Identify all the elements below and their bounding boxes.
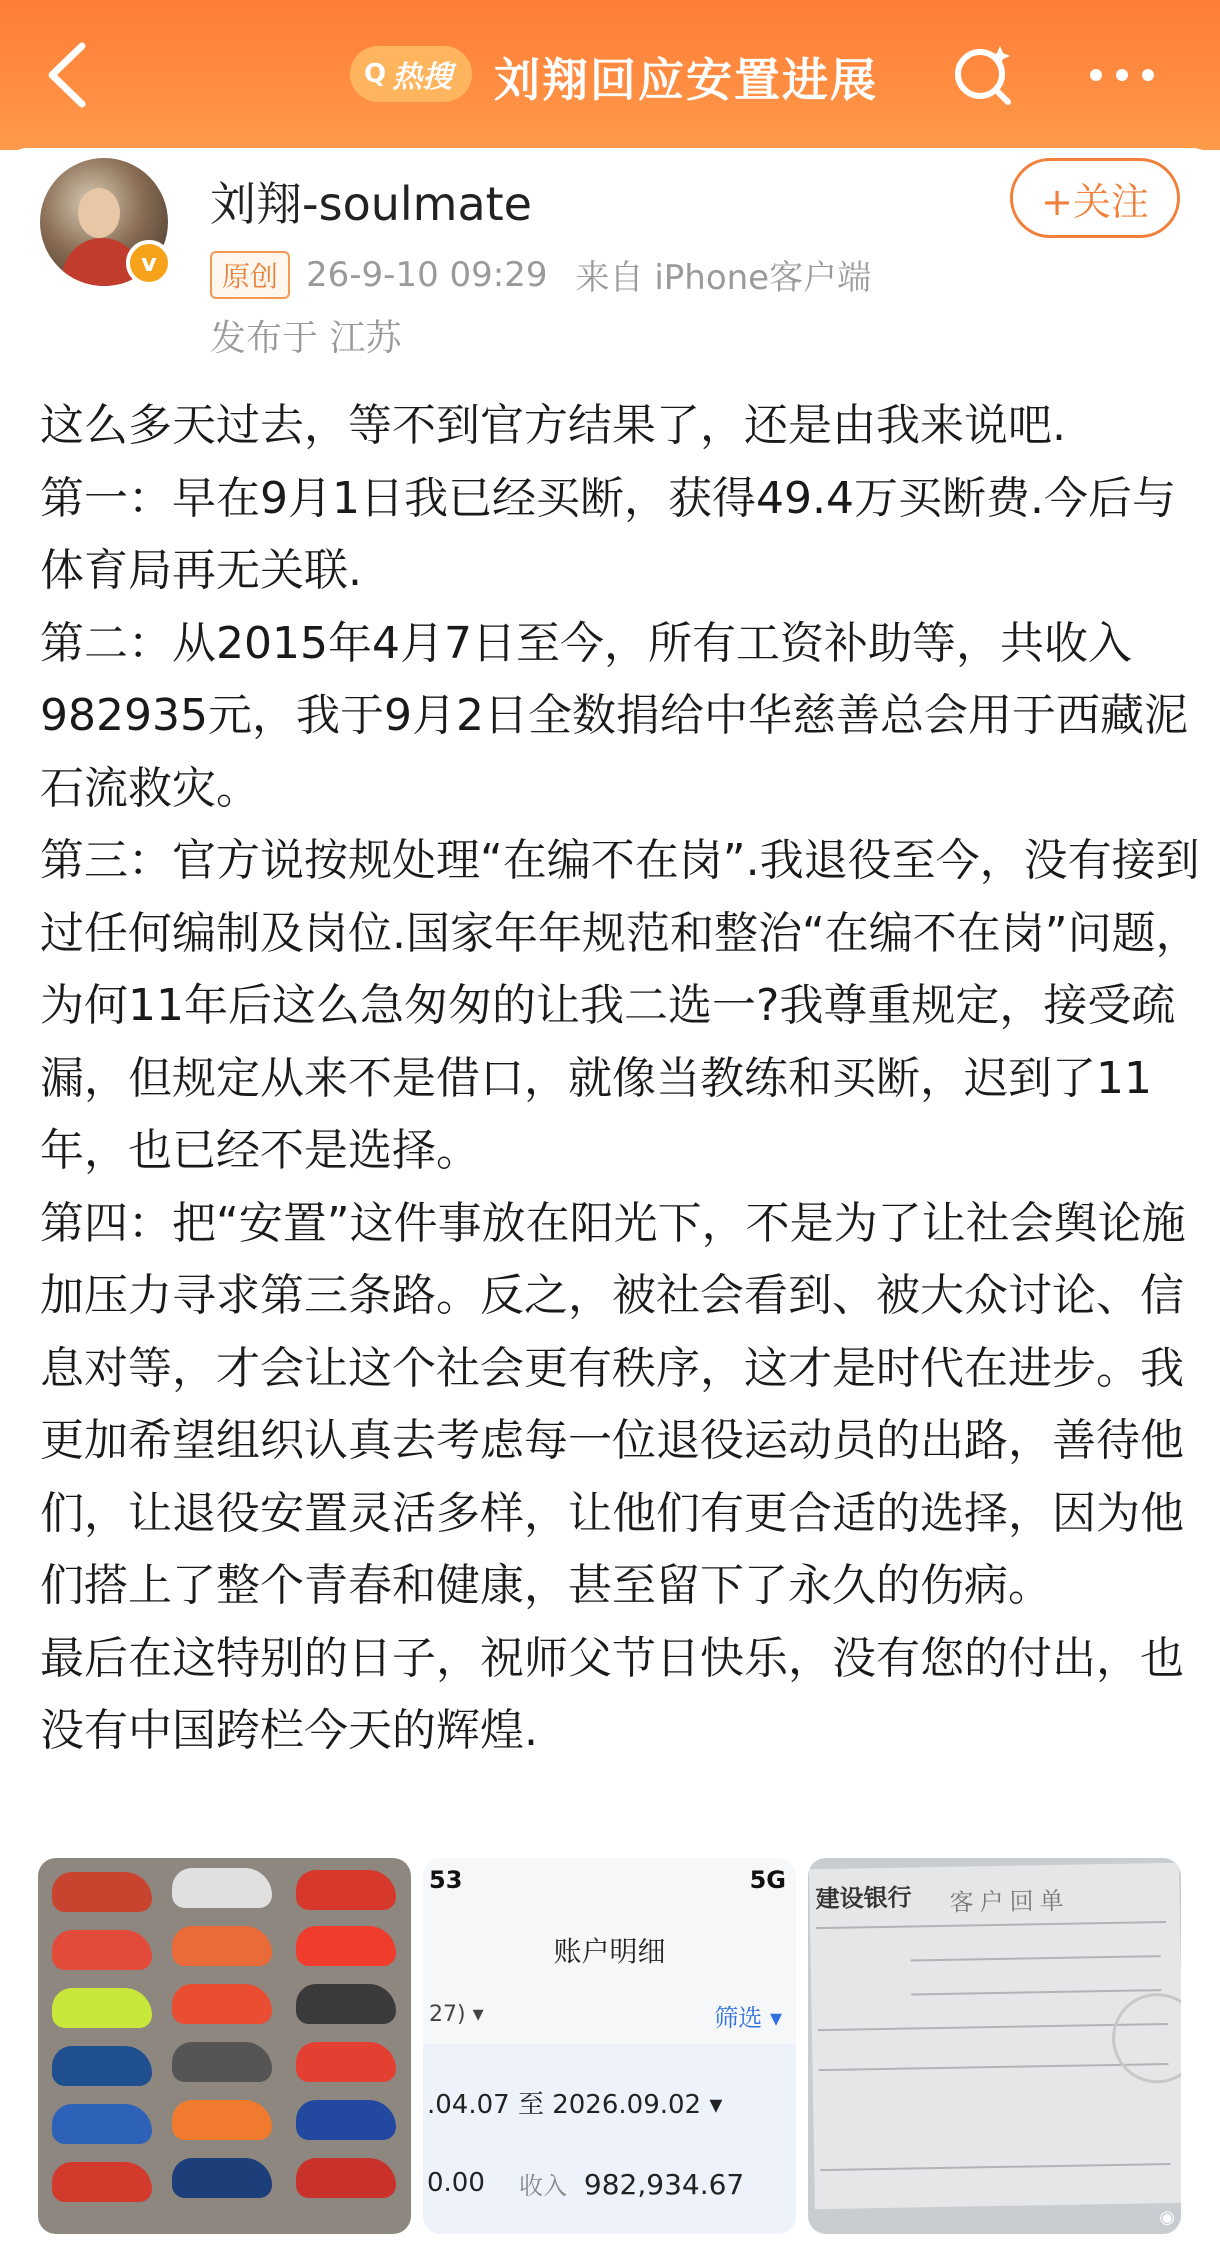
receipt-paper <box>809 1863 1181 2209</box>
username[interactable]: 刘翔-soulmate <box>210 177 532 231</box>
statement-panel <box>423 2044 796 2234</box>
statement-title: 账户明细 <box>553 1935 666 1968</box>
receipt-rule <box>816 1921 1166 1929</box>
statement-date-range: .04.07 至 2026.09.02 ▾ <box>427 2090 723 2120</box>
post-paragraph: 第四：把“安置”这件事放在阳光下，不是为了让社会舆论施加压力寻求第三条路。反之，被社会看到、被大众讨论、信息对等，才会让这个社会更有秩序，这才是时代在进步。我更加希望组织认真去考虑每一位退役运动员的出路，善待他们，让退役安置灵活多样，让他们有更合适的选择，因为他们搭上了整个青春和健康，甚至留下了永久的伤病。 <box>40 1197 1186 1611</box>
receipt-header: 客户回单 <box>949 1886 1070 1917</box>
shoe-shape <box>172 2158 272 2198</box>
shoe-shape <box>52 1988 152 2028</box>
back-button[interactable] <box>38 38 98 112</box>
statement-signal: 5G <box>749 1866 786 1894</box>
statement-income-label: 收入 <box>519 2172 567 2200</box>
statement-filter: 筛选 ▾ <box>714 2004 782 2032</box>
post-source: 来自 iPhone客户端 <box>575 258 872 298</box>
receipt-stamp <box>1111 1992 1181 2084</box>
shoe-shape <box>172 2100 272 2140</box>
shoe-shape <box>172 1984 272 2024</box>
hot-badge-label: 热搜 <box>392 60 453 95</box>
receipt-rule <box>820 2163 1170 2171</box>
statement-income <box>519 2166 744 2201</box>
more-dot-icon <box>1116 69 1128 81</box>
receipt-bank-name: 建设银行 <box>815 1883 912 1914</box>
post-paragraph: 第一：早在9月1日我已经买断，获得49.4万买断费.今后与体育局再无关联. <box>40 472 1176 596</box>
shoe-shape <box>52 2162 152 2202</box>
weibo-watermark-icon: ◉ <box>1159 2207 1175 2228</box>
search-small-icon: Q <box>364 59 387 89</box>
statement-left-amount: 0.00 <box>427 2168 485 2198</box>
shoe-shape <box>52 1930 152 1970</box>
shoe-shape <box>172 1868 272 1908</box>
statement-time: 53 <box>429 1866 463 1894</box>
hot-search-badge[interactable] <box>350 46 472 102</box>
post-paragraph: 第三：官方说按规处理“在编不在岗”.我退役至今，没有接到过任何编制及岗位.国家年年规范和整治“在编不在岗”问题，为何11年后这么急匆匆的让我二选一?我尊重规定，接受疏漏，但规定从来不是借口，就像当教练和买断，迟到了11年，也已经不是选择。 <box>40 835 1200 1176</box>
post-paragraph: 最后在这特别的日子，祝师父节日快乐，没有您的付出，也没有中国跨栏今天的辉煌. <box>40 1632 1184 1756</box>
more-dot-icon <box>1142 69 1154 81</box>
more-dot-icon <box>1090 69 1102 81</box>
search-button[interactable] <box>948 40 1018 110</box>
shoe-shape <box>296 2042 396 2082</box>
shoe-shape <box>296 1984 396 2024</box>
post-body <box>40 390 1200 1768</box>
image-thumbnail-shoes[interactable] <box>38 1858 411 2234</box>
shoe-shape <box>52 1872 152 1912</box>
shoe-shape <box>52 2046 152 2086</box>
shoe-shape <box>296 1926 396 1966</box>
shoe-shape <box>296 2100 396 2140</box>
statement-income-value: 982,934.67 <box>583 2168 745 2201</box>
image-thumbnail-statement[interactable] <box>423 1858 796 2234</box>
original-tag: 原创 <box>210 251 290 299</box>
shoe-shape <box>172 1926 272 1966</box>
post-paragraph: 这么多天过去，等不到官方结果了，还是由我来说吧. <box>40 400 1066 451</box>
post-meta <box>210 250 871 299</box>
search-icon <box>948 40 1018 110</box>
avatar-face <box>78 188 120 238</box>
follow-button[interactable]: +关注 <box>1010 158 1180 238</box>
statement-filter-left: 27) ▾ <box>429 2002 484 2027</box>
image-gallery <box>38 1858 1182 2234</box>
verified-badge-icon: v <box>126 240 172 286</box>
image-thumbnail-receipt[interactable] <box>808 1858 1181 2234</box>
receipt-rule <box>911 1955 1161 1961</box>
back-arrow-icon <box>38 38 98 112</box>
top-bar <box>0 0 1220 150</box>
shoe-shape <box>296 2158 396 2198</box>
more-options-button[interactable] <box>1090 60 1170 90</box>
shoe-shape <box>52 2104 152 2144</box>
post-timestamp: 26-9-10 09:29 <box>306 254 548 295</box>
shoe-shape <box>172 2042 272 2082</box>
post-paragraph: 第二：从2015年4月7日至今，所有工资补助等，共收入982935元，我于9月2日全数捐给中华慈善总会用于西藏泥石流救灾。 <box>40 617 1188 814</box>
receipt-rule <box>911 1989 1161 1995</box>
post-location: 发布于 江苏 <box>210 318 402 359</box>
receipt-rule <box>819 2063 1169 2071</box>
shoe-shape <box>296 1870 396 1910</box>
topic-title: 刘翔回应安置进展 <box>494 53 878 107</box>
